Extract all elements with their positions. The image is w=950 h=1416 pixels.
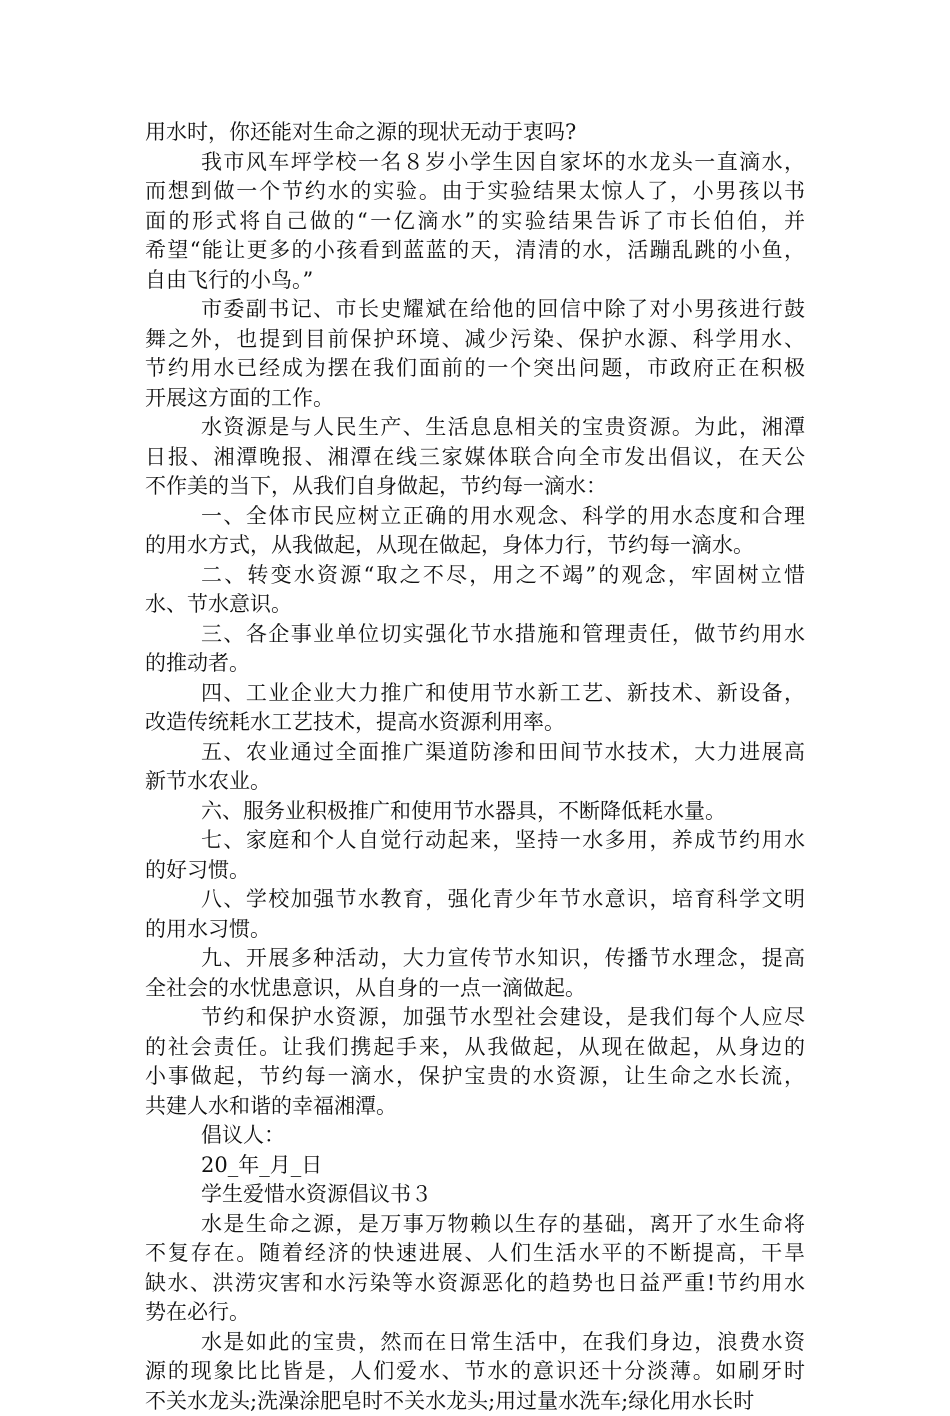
text-line: 的好习惯。 bbox=[145, 856, 805, 886]
text-line: 全社会的水忧患意识，从自身的一点一滴做起。 bbox=[145, 974, 805, 1004]
paragraph bbox=[145, 1003, 805, 1121]
text-line: 七、家庭和个人自觉行动起来，坚持一水多用，养成节约用水 bbox=[145, 826, 805, 856]
text-line: 节约用水已经成为摆在我们面前的一个突出问题，市政府正在积极 bbox=[145, 354, 805, 384]
text-line: 水、节水意识。 bbox=[145, 590, 805, 620]
text-line: 四、工业企业大力推广和使用节水新工艺、新技术、新设备， bbox=[145, 679, 805, 709]
paragraph bbox=[145, 944, 805, 1003]
text-line: 用水时，你还能对生命之源的现状无动于衷吗? bbox=[145, 118, 805, 148]
text-line: 水是生命之源，是万事万物赖以生存的基础，离开了水生命将 bbox=[145, 1210, 805, 1240]
paragraph bbox=[145, 561, 805, 620]
paragraph bbox=[145, 885, 805, 944]
text-line: 市委副书记、市长史耀斌在给他的回信中除了对小男孩进行鼓 bbox=[145, 295, 805, 325]
text-line: 的用水方式，从我做起，从现在做起，身体力行，节约每一滴水。 bbox=[145, 531, 805, 561]
paragraph bbox=[145, 1121, 805, 1151]
text-line: 不复存在。随着经济的快速进展、人们生活水平的不断提高，干旱 bbox=[145, 1239, 805, 1269]
paragraph bbox=[145, 1151, 805, 1181]
text-line: 我市风车坪学校一名８岁小学生因自家坏的水龙头一直滴水， bbox=[145, 148, 805, 178]
text-line: 五、农业通过全面推广渠道防渗和田间节水技术，大力进展高 bbox=[145, 738, 805, 768]
text-line: 势在必行。 bbox=[145, 1298, 805, 1328]
paragraph bbox=[145, 148, 805, 296]
paragraph bbox=[145, 502, 805, 561]
paragraph bbox=[145, 620, 805, 679]
text-line: 水是如此的宝贵，然而在日常生活中，在我们身边，浪费水资 bbox=[145, 1328, 805, 1358]
text-line: 的推动者。 bbox=[145, 649, 805, 679]
paragraph bbox=[145, 295, 805, 413]
text-line: 面的形式将自己做的“一亿滴水”的实验结果告诉了市长伯伯，并 bbox=[145, 207, 805, 237]
paragraph bbox=[145, 1328, 805, 1416]
paragraph bbox=[145, 118, 805, 148]
paragraph bbox=[145, 826, 805, 885]
paragraph bbox=[145, 738, 805, 797]
text-line: 的用水习惯。 bbox=[145, 915, 805, 945]
paragraph bbox=[145, 679, 805, 738]
text-line: 节约和保护水资源，加强节水型社会建设，是我们每个人应尽 bbox=[145, 1003, 805, 1033]
text-line: 20_年_月_日 bbox=[145, 1151, 805, 1181]
text-line: 开展这方面的工作。 bbox=[145, 384, 805, 414]
text-line: 学生爱惜水资源倡议书３ bbox=[145, 1180, 805, 1210]
text-line: 而想到做一个节约水的实验。由于实验结果太惊人了，小男孩以书 bbox=[145, 177, 805, 207]
text-line: 共建人水和谐的幸福湘潭。 bbox=[145, 1092, 805, 1122]
document-body bbox=[145, 118, 805, 1416]
text-line: 源的现象比比皆是，人们爱水、节水的意识还十分淡薄。如刷牙时 bbox=[145, 1357, 805, 1387]
text-line: 二、转变水资源“取之不尽，用之不竭”的观念，牢固树立惜 bbox=[145, 561, 805, 591]
text-line: 小事做起，节约每一滴水，保护宝贵的水资源，让生命之水长流， bbox=[145, 1062, 805, 1092]
text-line: 希望“能让更多的小孩看到蓝蓝的天，清清的水，活蹦乱跳的小鱼， bbox=[145, 236, 805, 266]
text-line: 不作美的当下，从我们自身做起，节约每一滴水： bbox=[145, 472, 805, 502]
text-line: 的社会责任。让我们携起手来，从我做起，从现在做起，从身边的 bbox=[145, 1033, 805, 1063]
text-line: 日报、湘潭晚报、湘潭在线三家媒体联合向全市发出倡议，在天公 bbox=[145, 443, 805, 473]
text-line: 新节水农业。 bbox=[145, 767, 805, 797]
paragraph bbox=[145, 413, 805, 502]
text-line: 六、服务业积极推广和使用节水器具，不断降低耗水量。 bbox=[145, 797, 805, 827]
text-line: 不关水龙头;洗澡涂肥皂时不关水龙头;用过量水洗车;绿化用水长时 bbox=[145, 1387, 805, 1416]
paragraph bbox=[145, 1210, 805, 1328]
text-line: 水资源是与人民生产、生活息息相关的宝贵资源。为此，湘潭 bbox=[145, 413, 805, 443]
text-line: 九、开展多种活动，大力宣传节水知识，传播节水理念，提高 bbox=[145, 944, 805, 974]
text-line: 倡议人： bbox=[145, 1121, 805, 1151]
text-line: 一、全体市民应树立正确的用水观念、科学的用水态度和合理 bbox=[145, 502, 805, 532]
text-line: 三、各企事业单位切实强化节水措施和管理责任，做节约用水 bbox=[145, 620, 805, 650]
text-line: 自由飞行的小鸟。” bbox=[145, 266, 805, 296]
text-line: 八、学校加强节水教育，强化青少年节水意识，培育科学文明 bbox=[145, 885, 805, 915]
paragraph bbox=[145, 797, 805, 827]
text-line: 改造传统耗水工艺技术，提高水资源利用率。 bbox=[145, 708, 805, 738]
paragraph bbox=[145, 1180, 805, 1210]
text-line: 舞之外，也提到目前保护环境、减少污染、保护水源、科学用水、 bbox=[145, 325, 805, 355]
text-line: 缺水、洪涝灾害和水污染等水资源恶化的趋势也日益严重!节约用水 bbox=[145, 1269, 805, 1299]
